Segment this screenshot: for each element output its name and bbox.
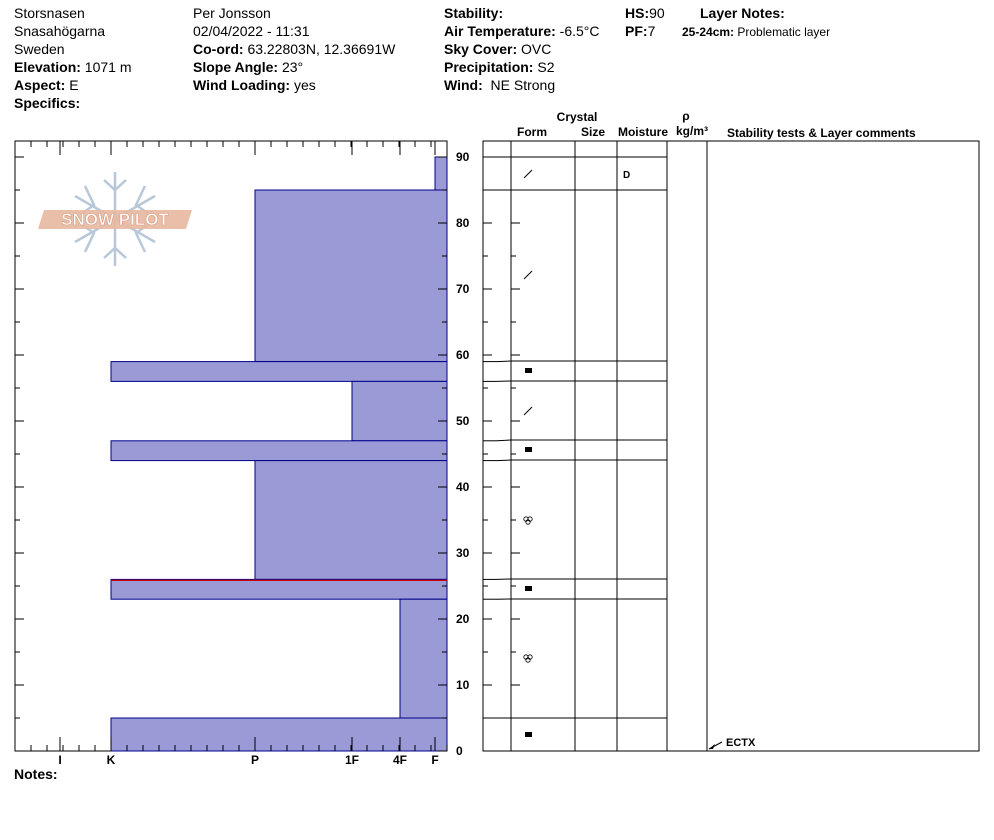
sky-cover: Sky Cover: OVC [444,41,552,57]
hardness-bar [255,461,447,580]
hardness-tick-label: I [58,753,62,767]
melt-freeze-crust-icon [525,586,532,591]
height-tick-label: 40 [456,480,470,494]
rounded-faceted-icon [524,655,532,662]
hardness-tick-label: 4F [392,753,408,767]
observer-name: Per Jonsson [193,5,271,21]
melt-freeze-crust-icon [525,447,532,452]
svg-text:SNOW PILOT: SNOW PILOT [61,210,169,229]
melt-freeze-crust-icon [525,732,532,737]
location-name: Storsnasen [14,5,85,21]
notes-label: Notes: [14,766,58,782]
moisture-label: D [623,170,631,181]
hardness-bar [111,441,447,461]
height-tick-label: 50 [456,414,470,428]
layer-notes-heading: Layer Notes: [700,5,785,21]
observation-datetime: 02/04/2022 - 11:31 [193,23,310,39]
hardness-bar [435,157,447,190]
layer-grid-lines [483,141,707,751]
size-header: Size [580,125,606,139]
decomposing-fragments-icon [524,407,532,415]
hardness-bar [111,579,447,599]
rounded-faceted-icon [524,517,532,524]
hardness-bars [111,157,447,751]
slope-angle: Slope Angle: 23° [193,59,304,75]
height-tick-label: 10 [456,678,470,692]
decomposing-fragments-icon [524,170,532,178]
stability: Stability: [444,5,504,21]
aspect: Aspect: E [14,77,79,93]
hardness-bar [111,362,447,382]
coordinates: Co-ord: 63.22803N, 12.36691W [193,41,396,57]
specifics: Specifics: [14,95,81,111]
height-tick-label: 0 [456,744,463,758]
hardness-bar [111,718,447,751]
area-name: Snasahögarna [14,23,106,39]
wind-loading: Wind Loading: yes [193,77,316,93]
layer-connector [497,361,511,362]
test-result-label: ECTX [726,737,756,749]
elevation: Elevation: 1071 m [14,59,132,75]
stability-tests [709,737,756,749]
moisture-header: Moisture [617,125,669,139]
height-tick-label: 20 [456,612,470,626]
height-tick-label: 90 [456,150,470,164]
density-unit-header: kg/m³ [675,124,709,138]
height-tick-label: 80 [456,216,470,230]
form-header: Form [517,125,547,139]
hardness-tick-label: P [250,753,260,767]
hardness-tick-label: K [106,753,116,767]
penetration-foot: PF:7 [625,23,656,39]
snow-height: HS:90 [625,5,665,21]
hardness-bar [352,381,447,440]
crystal-header: Crystal [556,110,598,124]
hardness-tick-label: F [431,753,439,767]
hardness-bar [400,599,447,718]
melt-freeze-crust-icon [525,368,532,373]
wind: Wind: NE Strong [444,77,556,93]
comments-header: Stability tests & Layer comments [727,126,916,140]
layer-symbols [524,170,630,737]
height-tick-label: 30 [456,546,470,560]
column-headers [517,109,916,140]
snowpilot-logo [38,172,192,266]
precipitation: Precipitation: S2 [444,59,555,75]
layer-connector [497,460,511,461]
hardness-bar [255,190,447,362]
air-temperature: Air Temperature: -6.5°C [444,23,600,39]
hardness-tick-label: 1F [344,753,360,767]
layer-connector [497,440,511,441]
layer-note: 25-24cm: Problematic layer [682,25,831,39]
height-tick-label: 60 [456,348,470,362]
rho-header: ρ [682,109,690,123]
height-tick-label: 70 [456,282,470,296]
decomposing-fragments-icon [524,271,532,279]
country-name: Sweden [14,41,65,57]
layer-grid-frame [483,141,979,751]
